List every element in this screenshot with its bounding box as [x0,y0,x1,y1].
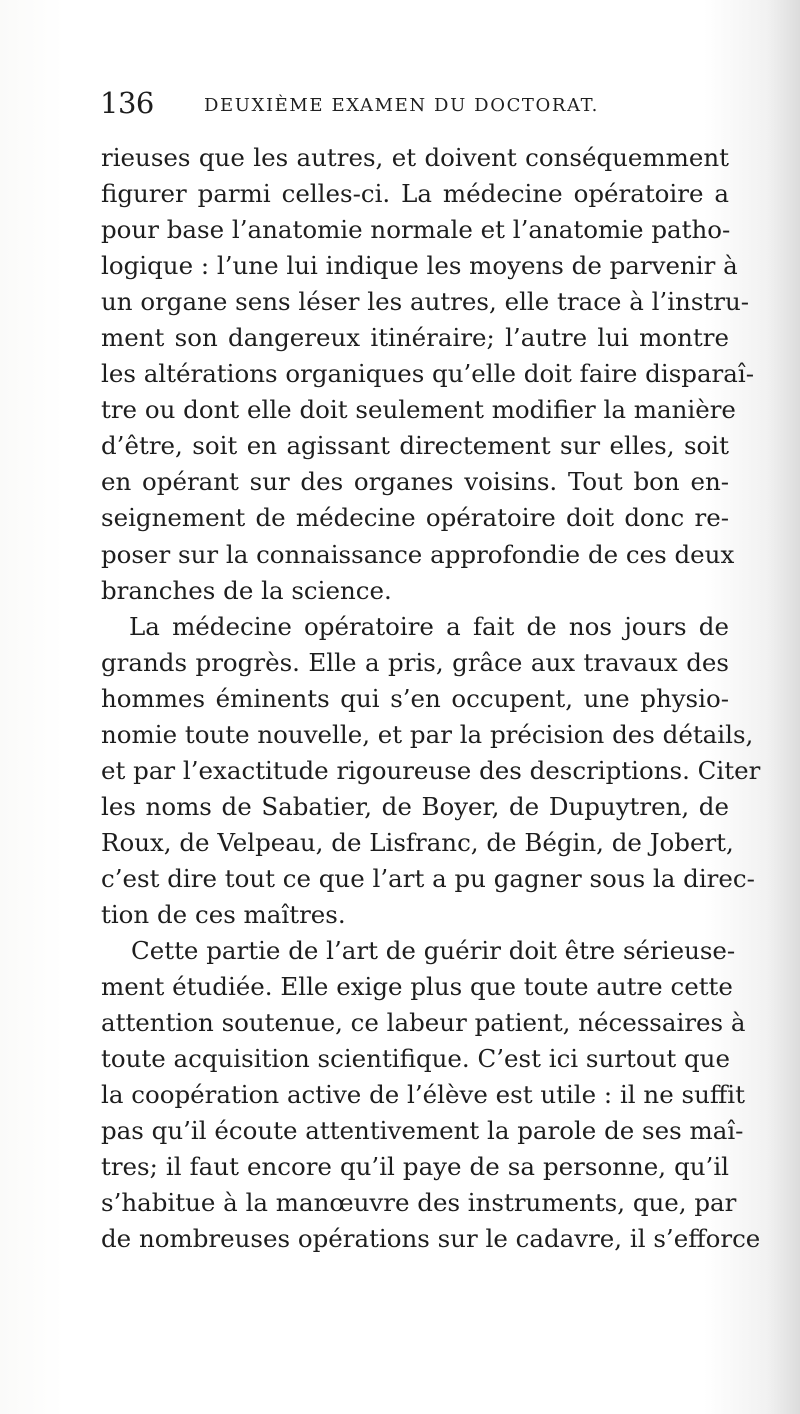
text-line: La médecine opératoire a fait de nos jours de [129,611,729,641]
text-line: Cette partie de l’art de guérir doit être sérieuse- [131,936,736,966]
text-line: tres; il faut encore qu’il paye de sa personne, qu’il [101,1152,729,1182]
text-line: d’être, soit en agissant directement sur elles, soit [101,431,729,461]
running-head: DEUXIÈME EXAMEN DU DOCTORAT. [204,95,599,116]
text-line: seignement de médecine opératoire doit donc re- [101,503,729,533]
text-line: nomie toute nouvelle, et par la précision des détails, [101,719,754,749]
paragraph-1 [101,140,754,609]
text-line: c’est dire tout ce que l’art a pu gagner sous la direc- [101,863,755,893]
text-line: les altérations organiques qu’elle doit faire disparaî- [101,359,754,389]
text-line: logique : l’une lui indique les moyens de parvenir à [101,251,738,281]
text-line: en opérant sur des organes voisins. Tout bon en- [101,467,729,497]
text-line: s’habitue à la manœuvre des instruments, que, par [101,1188,737,1218]
text-line: et par l’exactitude rigoureuse des descriptions. Citer [101,755,761,785]
text-line: ment étudiée. Elle exige plus que toute autre cette [101,972,733,1002]
text-line: poser sur la connaissance approfondie de ces deux [101,539,735,569]
page-header [100,84,730,124]
text-line: tion de ces maîtres. [101,899,346,929]
text-line: de nombreuses opérations sur le cadavre, il s’efforce [101,1224,761,1254]
body-text [101,140,761,1257]
text-line: la coopération active de l’élève est utile : il ne suffit [101,1080,745,1110]
page-number: 136 [100,86,154,120]
paragraph-3 [101,933,761,1257]
text-line: toute acquisition scientifique. C’est ici surtout que [101,1044,730,1074]
text-line: ment son dangereux itinéraire; l’autre lui montre [101,323,729,353]
text-line: Roux, de Velpeau, de Lisfranc, de Bégin, de Jobert, [101,827,734,857]
text-line: les noms de Sabatier, de Boyer, de Dupuytren, de [101,791,729,821]
text-line: hommes éminents qui s’en occupent, une physio- [101,683,729,713]
text-line: tre ou dont elle doit seulement modifier la manière [101,395,736,425]
text-line: grands progrès. Elle a pris, grâce aux travaux des [101,647,729,677]
text-line: figurer parmi celles-ci. La médecine opératoire a [101,179,729,209]
text-line: pas qu’il écoute attentivement la parole de ses maî- [101,1116,744,1146]
text-line: un organe sens léser les autres, elle trace à l’instru- [101,287,750,317]
text-line: rieuses que les autres, et doivent conséquemment [101,143,729,172]
text-line: attention soutenue, ce labeur patient, nécessaires à [101,1008,746,1038]
paragraph-2 [101,609,761,933]
text-line: branches de la science. [101,575,392,605]
text-line: pour base l’anatomie normale et l’anatomie patho- [101,215,731,245]
